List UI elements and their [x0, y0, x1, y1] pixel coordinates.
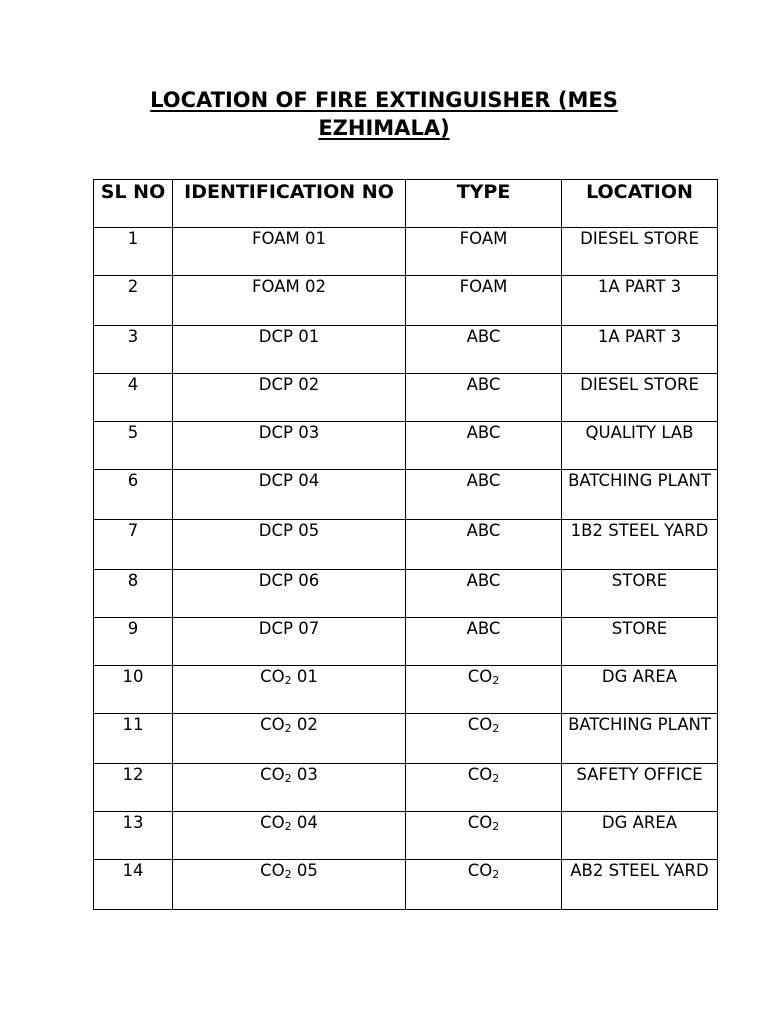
cell-type: [406, 860, 562, 910]
identification-prefix: FOAM 01: [252, 229, 326, 248]
cell-location: 1A PART 3: [562, 326, 718, 374]
identification-suffix: 01: [291, 667, 318, 686]
table-row: [94, 812, 718, 860]
type-prefix: CO: [467, 667, 493, 686]
type-prefix: ABC: [466, 571, 501, 590]
cell-location: 1B2 STEEL YARD: [562, 520, 718, 570]
cell-type: [406, 812, 562, 860]
identification-subscript: 2: [284, 722, 292, 735]
table-row: [94, 374, 718, 422]
type-prefix: FOAM: [459, 229, 508, 248]
cell-sl-no: 3: [94, 326, 173, 374]
identification-suffix: 04: [291, 813, 318, 832]
cell-identification-no: [173, 326, 406, 374]
cell-location: 1A PART 3: [562, 276, 718, 326]
type-prefix: CO: [467, 715, 493, 734]
header-type: TYPE: [406, 180, 562, 228]
cell-sl-no: 13: [94, 812, 173, 860]
cell-location: DIESEL STORE: [562, 228, 718, 276]
type-prefix: CO: [467, 813, 493, 832]
identification-suffix: 03: [291, 765, 318, 784]
identification-suffix: 02: [291, 715, 318, 734]
table-row: [94, 470, 718, 520]
table-row: [94, 520, 718, 570]
header-location: LOCATION: [562, 180, 718, 228]
table-row: [94, 714, 718, 764]
header-identification-no: IDENTIFICATION NO: [173, 180, 406, 228]
cell-identification-no: [173, 228, 406, 276]
cell-sl-no: 8: [94, 570, 173, 618]
type-prefix: ABC: [466, 521, 501, 540]
cell-identification-no: [173, 618, 406, 666]
identification-prefix: DCP 01: [258, 327, 320, 346]
type-subscript: 2: [492, 868, 500, 881]
page-title: LOCATION OF FIRE EXTINGUISHER (MES EZHIMALA): [150, 88, 618, 140]
cell-identification-no: [173, 860, 406, 910]
cell-sl-no: 5: [94, 422, 173, 470]
cell-sl-no: 1: [94, 228, 173, 276]
cell-type: [406, 228, 562, 276]
table-row: [94, 228, 718, 276]
cell-identification-no: [173, 570, 406, 618]
header-sl-no: SL NO: [94, 180, 173, 228]
cell-type: [406, 326, 562, 374]
table-row: [94, 570, 718, 618]
cell-identification-no: [173, 470, 406, 520]
identification-prefix: DCP 05: [258, 521, 320, 540]
cell-type: [406, 374, 562, 422]
table-row: [94, 764, 718, 812]
cell-type: [406, 666, 562, 714]
cell-location: DG AREA: [562, 666, 718, 714]
cell-location: DG AREA: [562, 812, 718, 860]
cell-location: STORE: [562, 570, 718, 618]
identification-prefix: DCP 03: [258, 423, 320, 442]
cell-sl-no: 9: [94, 618, 173, 666]
cell-sl-no: 2: [94, 276, 173, 326]
identification-prefix: DCP 07: [258, 619, 320, 638]
type-prefix: FOAM: [459, 277, 508, 296]
identification-prefix: CO: [260, 765, 285, 784]
cell-sl-no: 12: [94, 764, 173, 812]
cell-identification-no: [173, 666, 406, 714]
cell-identification-no: [173, 422, 406, 470]
type-prefix: CO: [467, 765, 493, 784]
identification-subscript: 2: [284, 772, 292, 785]
identification-prefix: CO: [260, 715, 285, 734]
cell-sl-no: 7: [94, 520, 173, 570]
identification-prefix: DCP 06: [258, 571, 320, 590]
cell-sl-no: 6: [94, 470, 173, 520]
cell-type: [406, 570, 562, 618]
cell-sl-no: 11: [94, 714, 173, 764]
cell-location: STORE: [562, 618, 718, 666]
identification-subscript: 2: [284, 674, 292, 687]
identification-prefix: DCP 02: [258, 375, 320, 394]
cell-sl-no: 10: [94, 666, 173, 714]
table-row: [94, 618, 718, 666]
identification-prefix: CO: [260, 667, 285, 686]
cell-identification-no: [173, 812, 406, 860]
type-subscript: 2: [492, 674, 500, 687]
cell-type: [406, 520, 562, 570]
table-row: [94, 860, 718, 910]
fire-extinguisher-table: [93, 179, 718, 910]
cell-identification-no: [173, 374, 406, 422]
table-row: [94, 326, 718, 374]
cell-identification-no: [173, 276, 406, 326]
type-prefix: ABC: [466, 375, 501, 394]
identification-prefix: CO: [260, 813, 285, 832]
type-prefix: ABC: [466, 327, 501, 346]
type-prefix: CO: [467, 861, 493, 880]
cell-location: DIESEL STORE: [562, 374, 718, 422]
cell-identification-no: [173, 764, 406, 812]
type-prefix: ABC: [466, 619, 501, 638]
identification-prefix: DCP 04: [258, 471, 320, 490]
type-subscript: 2: [492, 722, 500, 735]
type-prefix: ABC: [466, 471, 501, 490]
identification-subscript: 2: [284, 820, 292, 833]
cell-location: SAFETY OFFICE: [562, 764, 718, 812]
table-header-row: [94, 180, 718, 228]
table-body: [94, 228, 718, 910]
cell-type: [406, 764, 562, 812]
cell-location: BATCHING PLANT: [562, 714, 718, 764]
table-row: [94, 666, 718, 714]
identification-prefix: CO: [260, 861, 285, 880]
type-subscript: 2: [492, 772, 500, 785]
identification-subscript: 2: [284, 868, 292, 881]
type-subscript: 2: [492, 820, 500, 833]
cell-location: QUALITY LAB: [562, 422, 718, 470]
identification-suffix: 05: [291, 861, 318, 880]
cell-type: [406, 470, 562, 520]
cell-type: [406, 714, 562, 764]
cell-sl-no: 4: [94, 374, 173, 422]
cell-type: [406, 276, 562, 326]
cell-location: BATCHING PLANT: [562, 470, 718, 520]
cell-identification-no: [173, 520, 406, 570]
cell-type: [406, 618, 562, 666]
identification-prefix: FOAM 02: [252, 277, 326, 296]
cell-type: [406, 422, 562, 470]
cell-location: AB2 STEEL YARD: [562, 860, 718, 910]
cell-sl-no: 14: [94, 860, 173, 910]
table-row: [94, 276, 718, 326]
type-prefix: ABC: [466, 423, 501, 442]
table-row: [94, 422, 718, 470]
cell-identification-no: [173, 714, 406, 764]
